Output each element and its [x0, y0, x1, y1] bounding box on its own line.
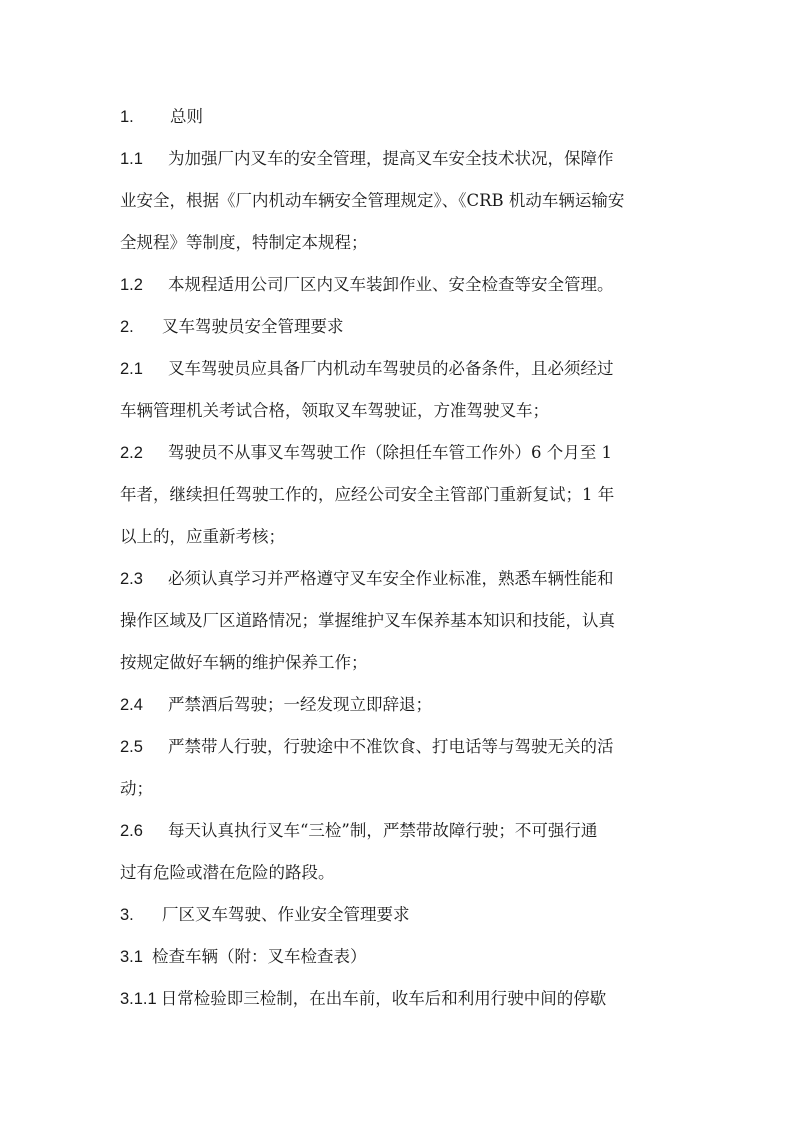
clause-line: [120, 274, 680, 296]
clause-continuation: [120, 652, 680, 674]
clause-text: 操作区域及厂区道路情况；掌握维护叉车保养基本知识和技能，认真: [120, 611, 615, 630]
clause-line: [120, 148, 680, 170]
clause-text: 动；: [120, 779, 153, 798]
clause-text: 严禁酒后驾驶；一经发现立即辞退；: [168, 695, 432, 714]
clause-continuation: [120, 610, 680, 632]
section-number: 1.: [120, 108, 134, 126]
clause-text: 严禁带人行驶，行驶途中不准饮食、打电话等与驾驶无关的活: [168, 737, 614, 756]
clause-text: 全规程》等制度，特制定本规程；: [120, 233, 368, 252]
clause-continuation: [120, 190, 680, 212]
clause-text: 年者，继续担任驾驶工作的，应经公司安全主管部门重新复试；1 年: [120, 485, 615, 504]
clause-line: [120, 736, 680, 758]
section-title: 叉车驾驶员安全管理要求: [162, 317, 344, 336]
clause-text: 为加强厂内叉车的安全管理，提高叉车安全技术状况，保障作: [168, 149, 614, 168]
clause-number: 3.1: [120, 948, 143, 966]
clause-continuation: [120, 484, 680, 506]
clause-continuation: [120, 526, 680, 548]
clause-number: 3.1.1: [120, 990, 157, 1008]
clause-continuation: [120, 400, 680, 422]
clause-line: [120, 358, 680, 380]
clause-line: [120, 442, 680, 464]
clause-text: 日常检验即三检制，在出车前，收车后和利用行驶中间的停歇: [160, 989, 607, 1008]
clause-text: 必须认真学习并严格遵守叉车安全作业标准，熟悉车辆性能和: [168, 569, 614, 588]
clause-line: [120, 694, 680, 716]
section-title: 厂区叉车驾驶、作业安全管理要求: [162, 905, 410, 924]
clause-number: 1.1: [120, 150, 143, 168]
clause-text: 每天认真执行叉车“三检”制，严禁带故障行驶；不可强行通: [168, 821, 598, 840]
clause-text: 车辆管理机关考试合格，领取叉车驾驶证，方准驾驶叉车；: [120, 401, 549, 420]
section-heading: [120, 316, 680, 338]
clause-line: [120, 820, 680, 842]
clause-text: 叉车驾驶员应具备厂内机动车驾驶员的必备条件，且必须经过: [168, 359, 614, 378]
clause-text: 以上的，应重新考核；: [120, 527, 285, 546]
clause-line: [120, 568, 680, 590]
clause-text: 本规程适用公司厂区内叉车装卸作业、安全检查等安全管理。: [168, 275, 614, 294]
clause-text: 检查车辆（附：叉车检查表）: [152, 947, 367, 966]
clause-continuation: [120, 232, 680, 254]
section-number: 3.: [120, 906, 134, 924]
clause-number: 2.6: [120, 822, 143, 840]
clause-text: 过有危险或潜在危险的路段。: [120, 863, 335, 882]
section-number: 2.: [120, 318, 134, 336]
clause-number: 2.5: [120, 738, 143, 756]
section-title: 总则: [170, 107, 203, 126]
clause-line: [120, 946, 680, 968]
clause-text: 按规定做好车辆的维护保养工作；: [120, 653, 368, 672]
section-heading: [120, 904, 680, 926]
clause-number: 2.1: [120, 360, 143, 378]
clause-continuation: [120, 778, 680, 800]
section-heading: [120, 106, 680, 128]
clause-number: 1.2: [120, 276, 143, 294]
clause-line: [120, 988, 680, 1010]
clause-text: 驾驶员不从事叉车驾驶工作（除担任车管工作外）6 个月至 1: [168, 443, 612, 462]
clause-continuation: [120, 862, 680, 884]
clause-text: 业安全，根据《厂内机动车辆安全管理规定》、《CRB 机动车辆运输安: [120, 191, 625, 210]
clause-number: 2.4: [120, 696, 143, 714]
clause-number: 2.3: [120, 570, 143, 588]
clause-number: 2.2: [120, 444, 143, 462]
